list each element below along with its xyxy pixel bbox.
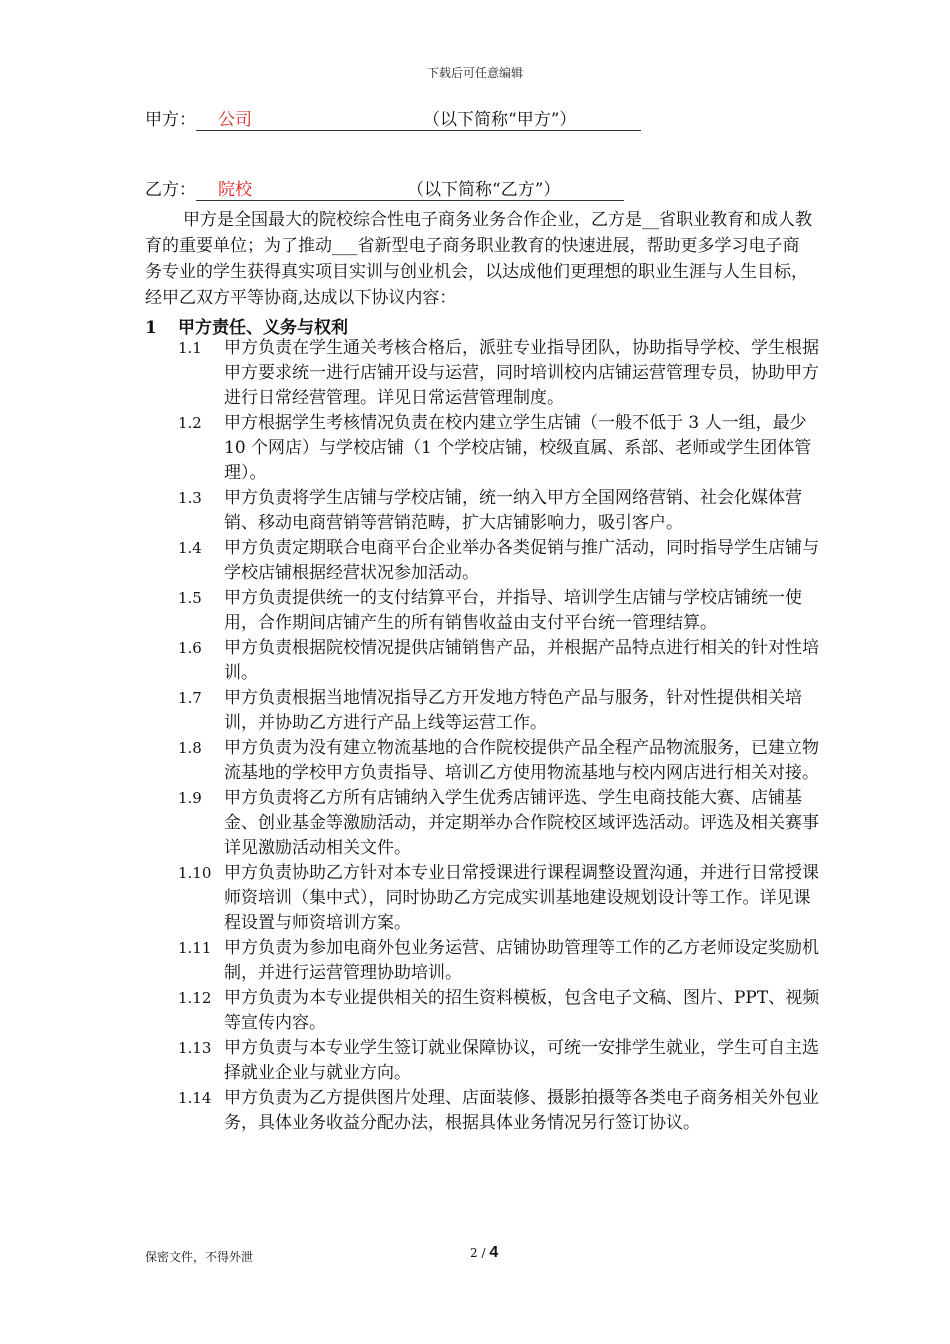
section-title: 甲方责任、义务与权利	[178, 318, 348, 338]
page-indicator	[470, 1244, 498, 1262]
page-separator: /	[477, 1246, 490, 1260]
clause-item	[178, 411, 828, 486]
clause-text: 甲方负责与本专业学生签订就业保障协议，可统一安排学生就业，学生可自主选择就业企业与就业方向。	[224, 1038, 819, 1083]
clause-item	[178, 936, 828, 986]
clause-text: 甲方负责为本专业提供相关的招生资料模板，包含电子文稿、图片、PPT、视频等宣传内容。	[224, 988, 820, 1033]
party-b-alias: （以下简称“乙方”）	[407, 180, 561, 200]
clause-item	[178, 986, 828, 1036]
clause-item	[178, 336, 828, 411]
party-a-name: 公司	[218, 110, 252, 130]
clause-text: 甲方负责为没有建立物流基地的合作院校提供产品全程产品物流服务，已建立物流基地的学校甲方负责指导、培训乙方使用物流基地与校内网店进行相关对接。	[224, 738, 819, 783]
header-note: 下载后可任意编辑	[426, 66, 523, 80]
clause-item	[178, 1036, 828, 1086]
page-total: 4	[489, 1244, 499, 1261]
clause-number: 1.12	[178, 989, 212, 1007]
clause-number: 1.9	[178, 789, 202, 807]
clause-item	[178, 686, 828, 736]
party-a-label: 甲方：	[145, 110, 196, 130]
page-current: 2	[470, 1246, 478, 1260]
clause-number: 1.10	[178, 864, 212, 882]
clause-text: 甲方负责将学生店铺与学校店铺，统一纳入甲方全国网络营销、社会化媒体营销、移动电商营销等营销范畴，扩大店铺影响力，吸引客户。	[224, 488, 802, 533]
clause-number: 1.4	[178, 539, 202, 557]
party-a-line	[145, 105, 641, 131]
intro-paragraph: 甲方是全国最大的院校综合性电子商务业务合作企业，乙方是__省职业教育和成人教育的重要单位；为了推动___省新型电子商务职业教育的快速进展，帮助更多学习电子商务专业的学生获得真实项目实训与创业机会，以达成他们更理想的职业生涯与人生目标，经甲乙双方平等协商,达成以下协议内容：	[145, 210, 812, 308]
clause-number: 1.8	[178, 739, 202, 757]
party-b-label: 乙方：	[145, 180, 196, 200]
clause-text: 甲方负责在学生通关考核合格后，派驻专业指导团队，协助指导学校、学生根据甲方要求统一进行店铺开设与运营，同时培训校内店铺运营管理专员，协助甲方进行日常经营管理。详见日常运营管理制度。	[224, 338, 819, 408]
party-b-name: 院校	[218, 180, 252, 200]
clause-number: 1.13	[178, 1039, 212, 1057]
section-number: 1	[145, 318, 157, 338]
clause-text: 甲方负责提供统一的支付结算平台，并指导、培训学生店铺与学校店铺统一使用，合作期间店铺产生的所有销售收益由支付平台统一管理结算。	[224, 588, 802, 633]
clause-item	[178, 736, 828, 786]
clause-number: 1.7	[178, 689, 202, 707]
footer-confidential: 保密文件，不得外泄	[145, 1250, 254, 1264]
clause-text: 甲方负责为参加电商外包业务运营、店铺协助管理等工作的乙方老师设定奖励机制，并进行运营管理协助培训。	[224, 938, 819, 983]
party-b-line	[145, 175, 624, 201]
clause-number: 1.14	[178, 1089, 212, 1107]
clause-number: 1.11	[178, 939, 212, 957]
clause-number: 1.2	[178, 414, 202, 432]
clause-item	[178, 636, 828, 686]
party-a-alias: （以下简称“甲方”）	[423, 110, 577, 130]
clause-number: 1.5	[178, 589, 202, 607]
clause-number: 1.6	[178, 639, 202, 657]
clause-text: 甲方负责协助乙方针对本专业日常授课进行课程调整设置沟通，并进行日常授课师资培训（集中式），同时协助乙方完成实训基地建设规划设计等工作。详见课程设置与师资培训方案。	[224, 863, 819, 933]
clause-number: 1.1	[178, 339, 202, 357]
clause-item	[178, 861, 828, 936]
clause-text: 甲方负责将乙方所有店铺纳入学生优秀店铺评选、学生电商技能大赛、店铺基金、创业基金等激励活动，并定期举办合作院校区域评选活动。评选及相关赛事详见激励活动相关文件。	[224, 788, 819, 858]
clause-item	[178, 1086, 828, 1136]
clause-item	[178, 486, 828, 536]
clause-text: 甲方根据学生考核情况负责在校内建立学生店铺（一般不低于 3 人一组，最少 10 个网店）与学校店铺（1 个学校店铺，校级直属、系部、老师或学生团体管理）。	[224, 413, 812, 483]
clause-text: 甲方负责根据当地情况指导乙方开发地方特色产品与服务，针对性提供相关培训，并协助乙方进行产品上线等运营工作。	[224, 688, 802, 733]
clause-number: 1.3	[178, 489, 202, 507]
clause-text: 甲方负责定期联合电商平台企业举办各类促销与推广活动，同时指导学生店铺与学校店铺根据经营状况参加活动。	[224, 538, 819, 583]
clause-text: 甲方负责为乙方提供图片处理、店面装修、摄影拍摄等各类电子商务相关外包业务，具体业务收益分配办法，根据具体业务情况另行签订协议。	[224, 1088, 819, 1133]
clause-item	[178, 536, 828, 586]
clause-text: 甲方负责根据院校情况提供店铺销售产品，并根据产品特点进行相关的针对性培训。	[224, 638, 819, 683]
clause-item	[178, 586, 828, 636]
clause-item	[178, 786, 828, 861]
clause-list	[178, 336, 828, 1136]
section-heading	[145, 313, 348, 338]
